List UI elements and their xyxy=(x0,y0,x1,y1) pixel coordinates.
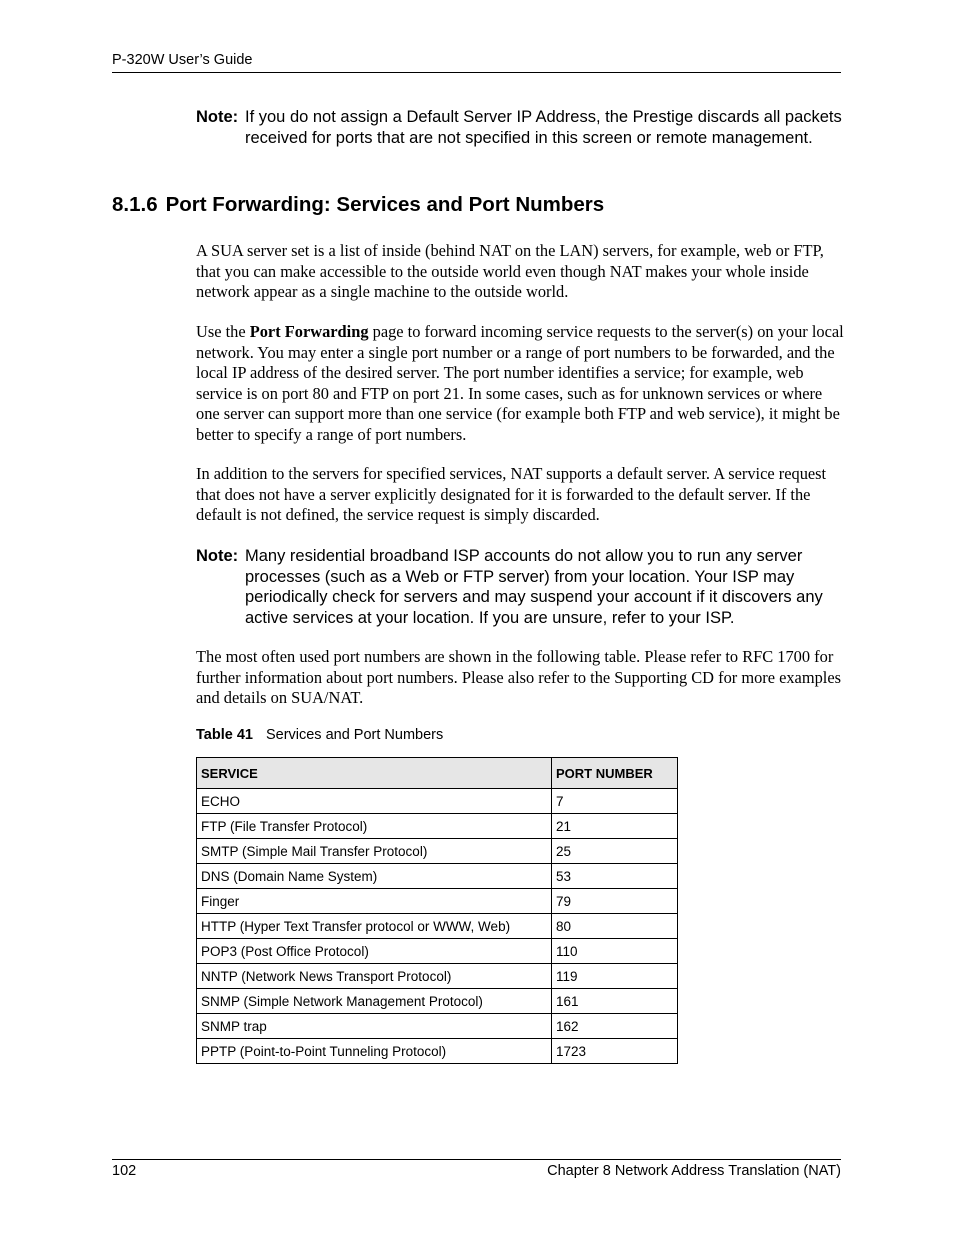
port-number-cell: 162 xyxy=(552,1014,678,1039)
table-row xyxy=(197,939,678,964)
section-title: Port Forwarding: Services and Port Numbers xyxy=(165,193,605,216)
port-number-cell: 80 xyxy=(552,914,678,939)
table-row xyxy=(197,839,678,864)
table-row xyxy=(197,1014,678,1039)
service-cell: SMTP (Simple Mail Transfer Protocol) xyxy=(197,839,552,864)
table-body xyxy=(197,789,678,1064)
table-title: Services and Port Numbers xyxy=(265,727,444,743)
services-port-table xyxy=(196,757,678,1064)
port-forwarding-term: Port Forwarding xyxy=(249,322,369,341)
para2-after: page to forward incoming service requests to the server(s) on your local network. You may enter a single port number or a range of port numbers to be forwarded, and the local IP address of the desired server. The port number identifies a service; for example, web service is on port 80 and FTP on port 21. In some cases, such as for unknown services or where one server can support more than one service (for example both FTP and web service), it might be better to specify a range of port numbers. xyxy=(196,322,844,444)
service-cell: SNMP trap xyxy=(197,1014,552,1039)
port-number-cell: 110 xyxy=(552,939,678,964)
port-number-cell: 1723 xyxy=(552,1039,678,1064)
port-number-cell: 53 xyxy=(552,864,678,889)
page-number: 102 xyxy=(112,1163,137,1179)
port-number-cell: 25 xyxy=(552,839,678,864)
note-default-server xyxy=(196,107,846,148)
table-row xyxy=(197,1039,678,1064)
section-heading xyxy=(112,193,604,217)
note-text: Many residential broadband ISP accounts do not allow you to run any server processes (such as a Web or FTP server) from your location. Your ISP may periodically check for servers and may suspend your account if it discovers any active services at your location. If you are unsure, refer to your ISP. xyxy=(245,547,823,627)
table-row xyxy=(197,964,678,989)
table-row xyxy=(197,989,678,1014)
port-number-cell: 161 xyxy=(552,989,678,1014)
para2-before: Use the xyxy=(196,322,250,341)
port-number-cell: 119 xyxy=(552,964,678,989)
table-row xyxy=(197,814,678,839)
paragraph-port-forwarding xyxy=(196,322,846,445)
service-cell: SNMP (Simple Network Management Protocol) xyxy=(197,989,552,1014)
service-cell: PPTP (Point-to-Point Tunneling Protocol) xyxy=(197,1039,552,1064)
service-cell: NNTP (Network News Transport Protocol) xyxy=(197,964,552,989)
chapter-title: Chapter 8 Network Address Translation (NAT) xyxy=(547,1163,841,1179)
port-number-cell: 7 xyxy=(552,789,678,814)
note-label: Note: xyxy=(196,108,239,126)
section-number: 8.1.6 xyxy=(112,193,158,216)
paragraph-sua-server-set: A SUA server set is a list of inside (behind NAT on the LAN) servers, for example, web or FTP, that you can make accessible to the outside world even though NAT makes your whole inside network appear as a single machine to the outside world. xyxy=(196,241,824,301)
page-footer xyxy=(112,1159,841,1182)
note-text: If you do not assign a Default Server IP Address, the Prestige discards all packets received for ports that are not specified in this screen or remote management. xyxy=(245,108,842,147)
table-number: Table 41 xyxy=(196,727,253,743)
note-isp-accounts xyxy=(196,546,846,628)
service-cell: ECHO xyxy=(197,789,552,814)
service-cell: HTTP (Hyper Text Transfer protocol or WWW, Web) xyxy=(197,914,552,939)
header-service: SERVICE xyxy=(197,758,552,789)
table-header-row xyxy=(197,758,678,789)
page-header xyxy=(112,52,841,73)
table-caption xyxy=(196,727,443,743)
paragraph-port-numbers: The most often used port numbers are shown in the following table. Please refer to RFC 1700 for further information about port numbers. Please also refer to the Supporting CD for more examples and details on SUA/NAT. xyxy=(196,647,841,707)
service-cell: DNS (Domain Name System) xyxy=(197,864,552,889)
table-row xyxy=(197,914,678,939)
paragraph-default-server: In addition to the servers for specified services, NAT supports a default server. A service request that does not have a server explicitly designated for it is forwarded to the default server. If the default is not defined, the service request is simply discarded. xyxy=(196,464,827,524)
table-row xyxy=(197,864,678,889)
header-title: P-320W User’s Guide xyxy=(112,52,253,68)
service-cell: FTP (File Transfer Protocol) xyxy=(197,814,552,839)
note-label: Note: xyxy=(196,547,239,565)
header-port-number: PORT NUMBER xyxy=(552,758,678,789)
service-cell: Finger xyxy=(197,889,552,914)
port-number-cell: 79 xyxy=(552,889,678,914)
table-row xyxy=(197,889,678,914)
port-number-cell: 21 xyxy=(552,814,678,839)
table-row xyxy=(197,789,678,814)
service-cell: POP3 (Post Office Protocol) xyxy=(197,939,552,964)
